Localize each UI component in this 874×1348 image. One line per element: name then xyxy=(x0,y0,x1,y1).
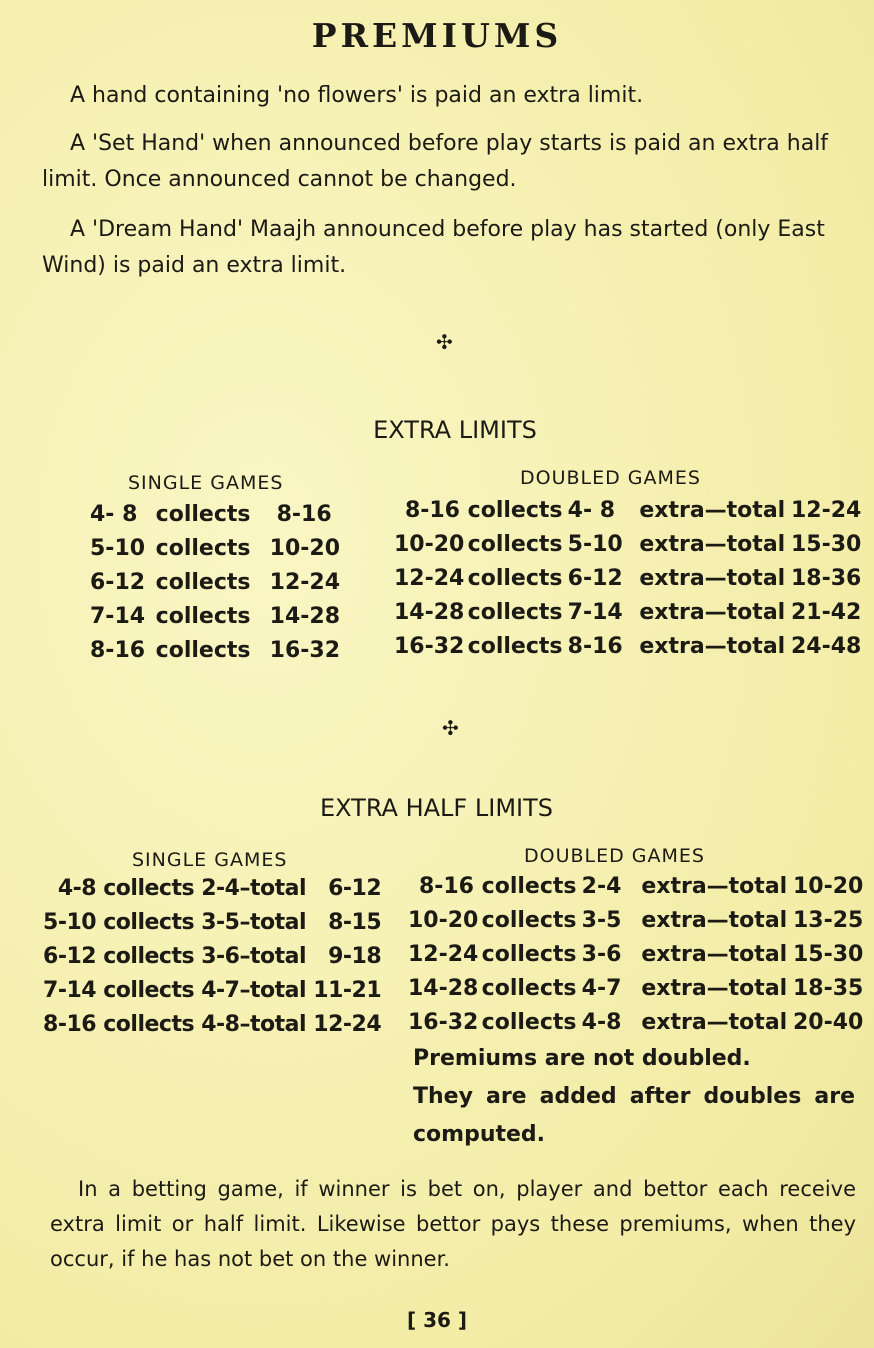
page-number: [ 36 ] xyxy=(406,1308,468,1332)
ornament-2: ✣ xyxy=(442,716,459,740)
table-row: 5-10 collects 3-5–total 8-15 xyxy=(43,910,382,935)
table-row: 14-28 collects 4-7 extra—total 18-35 xyxy=(408,976,864,1001)
extra-limits-heading: EXTRA LIMITS xyxy=(373,416,537,444)
intro-paragraph-2: A 'Set Hand' when announced before play starts is paid an extra half limit. Once announced cannot be changed. xyxy=(42,131,829,192)
extra-limits-doubled-label: DOUBLED GAMES xyxy=(520,467,701,489)
table-row: 12-24 collects 6-12 extra—total 18-36 xyxy=(394,566,862,591)
extra-limits-single-table xyxy=(90,498,341,668)
table-row: 8-16 collects 2-4 extra—total 10-20 xyxy=(418,874,864,899)
table-row: 16-32 collects 4-8 extra—total 20-40 xyxy=(408,1010,864,1035)
note-added-after-doubles-line-1: They are added after doubles are xyxy=(413,1084,855,1109)
table-row: 12-24 collects 3-6 extra—total 15-30 xyxy=(408,942,864,967)
table-row: 5-10 collects 10-20 xyxy=(90,536,341,561)
table-row: 6-12 collects 12-24 xyxy=(90,570,341,595)
note-added-after-doubles-line-2: computed. xyxy=(413,1122,546,1147)
extra-half-limits-heading: EXTRA HALF LIMITS xyxy=(320,794,553,822)
extra-half-limits-doubled-table xyxy=(408,870,863,1040)
table-row: 14-28 collects 7-14 extra—total 21-42 xyxy=(394,600,862,625)
note-premiums-not-doubled: Premiums are not doubled. xyxy=(413,1046,751,1071)
extra-half-limits-single-label: SINGLE GAMES xyxy=(132,849,288,871)
table-row: 10-20 collects 5-10 extra—total 15-30 xyxy=(394,532,862,557)
extra-limits-doubled-table xyxy=(394,494,861,664)
page-title: PREMIUMS xyxy=(311,16,563,55)
premium-notes xyxy=(413,1040,855,1154)
table-row: 10-20 collects 3-5 extra—total 13-25 xyxy=(408,908,864,933)
table-row: 8-16 collects 4-8–total 12-24 xyxy=(43,1012,382,1037)
intro-paragraph-3: A 'Dream Hand' Maajh announced before play has started (only East Wind) is paid an extra limit. xyxy=(42,217,825,278)
intro-paragraph-1: A hand containing 'no flowers' is paid an extra limit. xyxy=(70,83,644,108)
table-row: 8-16 collects 4- 8 extra—total 12-24 xyxy=(404,498,862,523)
ornament-1: ✣ xyxy=(436,330,453,354)
table-row: 6-12 collects 3-6–total 9-18 xyxy=(43,944,382,969)
table-row: 16-32 collects 8-16 extra—total 24-48 xyxy=(394,634,862,659)
extra-limits-single-label: SINGLE GAMES xyxy=(128,472,284,494)
table-row: 4- 8 collects 8-16 xyxy=(90,502,332,527)
table-row: 8-16 collects 16-32 xyxy=(90,638,341,663)
extra-half-limits-single-table xyxy=(30,872,381,1042)
table-row: 7-14 collects 4-7–total 11-21 xyxy=(43,978,382,1003)
extra-half-limits-doubled-label: DOUBLED GAMES xyxy=(524,845,705,867)
betting-paragraph: In a betting game, if winner is bet on, player and bettor each receive extra limit or half limit. Likewise bettor pays these premiums, when they occur, if he has not bet on the winner. xyxy=(50,1177,856,1271)
table-row: 7-14 collects 14-28 xyxy=(90,604,341,629)
table-row: 4-8 collects 2-4–total 6-12 xyxy=(57,876,382,901)
